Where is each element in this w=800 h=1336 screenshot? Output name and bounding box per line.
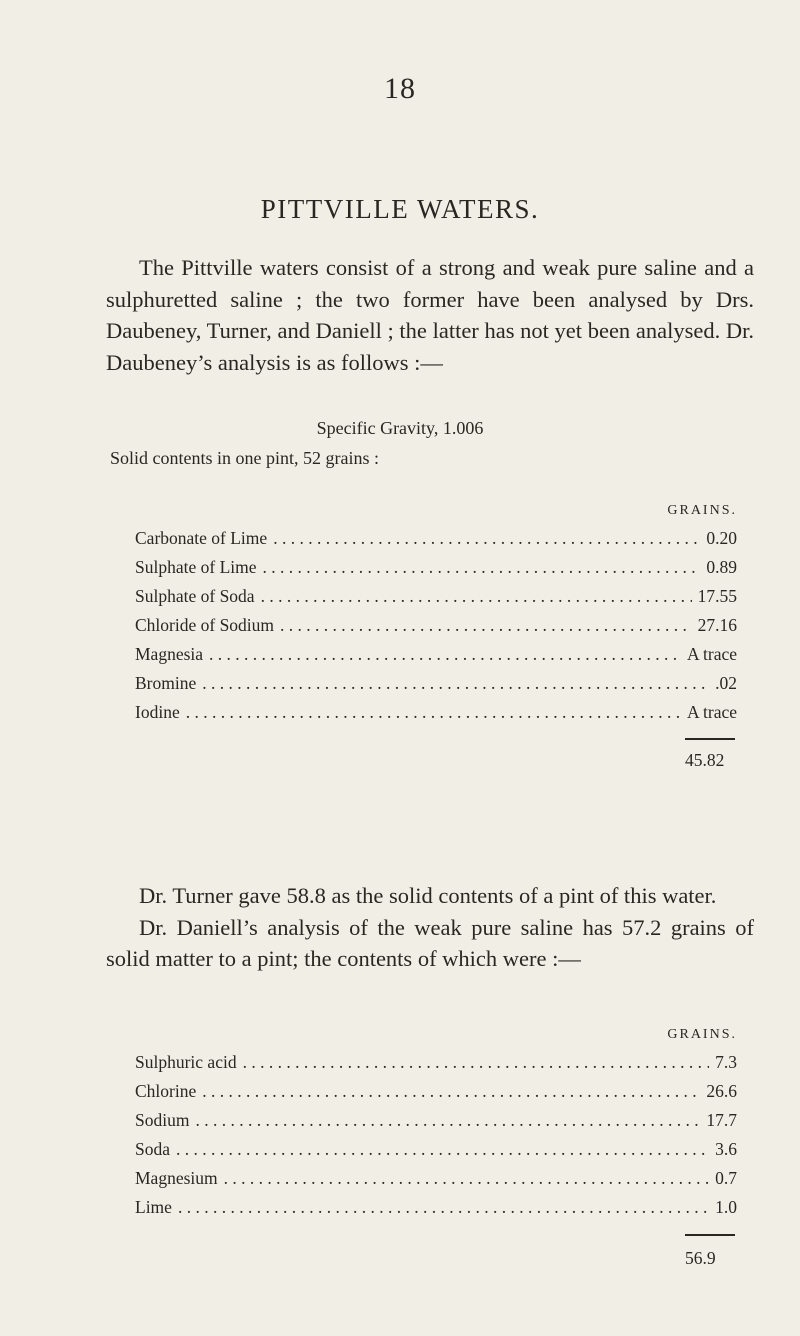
table-row — [135, 582, 737, 611]
grains-column-header: GRAINS. — [667, 1027, 737, 1042]
substance-name: Magnesium — [135, 1168, 218, 1188]
substance-name: Chlorine — [135, 1081, 197, 1101]
table-row — [135, 1135, 737, 1164]
leader-dots — [202, 1077, 700, 1106]
table1-total: 45.82 — [685, 750, 725, 770]
substance-name: Carbonate of Lime — [135, 528, 268, 548]
substance-value: 1.0 — [715, 1197, 737, 1217]
substance-name: Sodium — [135, 1110, 190, 1130]
substance-name: Sulphuric acid — [135, 1052, 237, 1072]
leader-dots — [186, 698, 681, 727]
turner-daniell-paragraph — [106, 880, 754, 975]
table2-total: 56.9 — [685, 1248, 716, 1268]
leader-dots — [273, 524, 700, 553]
table-row — [135, 1193, 737, 1222]
daubeney-analysis-table — [135, 498, 737, 727]
leader-dots — [195, 1106, 700, 1135]
table-row — [135, 698, 737, 727]
sum-rule — [685, 1234, 735, 1236]
leader-dots — [263, 553, 701, 582]
substance-name: Bromine — [135, 673, 197, 693]
page-title: PITTVILLE WATERS. — [260, 194, 540, 224]
substance-name: Sulphate of Soda — [135, 586, 255, 606]
sum-rule — [685, 738, 735, 740]
intro-text: The Pittville waters consist of a strong and weak pure saline and a sulphuretted saline ; the two former have been analysed by Drs. Daubeney, Turner, and Daniell ; the latter has not yet been analysed. Dr. Daubeney’s analysis is as follows :— — [106, 255, 754, 375]
substance-value: 17.55 — [697, 586, 737, 606]
leader-dots — [280, 611, 692, 640]
substance-value: 7.3 — [715, 1052, 737, 1072]
turner-text: Dr. Turner gave 58.8 as the solid contents of a pint of this water. — [139, 883, 717, 908]
substance-value: .02 — [715, 673, 737, 693]
intro-paragraph — [106, 252, 754, 378]
table-row — [135, 1048, 737, 1077]
substance-name: Sulphate of Lime — [135, 557, 257, 577]
table-row — [135, 553, 737, 582]
substance-name: Chloride of Sodium — [135, 615, 275, 635]
table-row — [135, 611, 737, 640]
substance-value: 27.16 — [697, 615, 737, 635]
solid-contents: Solid contents in one pint, 52 grains : — [110, 448, 379, 468]
page-number: 18 — [384, 72, 416, 105]
daniell-analysis-table — [135, 1022, 737, 1222]
table-row — [135, 1164, 737, 1193]
grains-column-header: GRAINS. — [667, 503, 737, 518]
substance-value: A trace — [686, 702, 737, 722]
daniell-text: Dr. Daniell’s analysis of the weak pure saline has 57.2 grains of solid matter to a pint; the contents of which were :— — [106, 914, 754, 971]
table-row — [135, 640, 737, 669]
table-row — [135, 1106, 737, 1135]
leader-dots — [243, 1048, 710, 1077]
substance-name: Magnesia — [135, 644, 204, 664]
leader-dots — [202, 669, 709, 698]
leader-dots — [209, 640, 681, 669]
substance-name: Soda — [135, 1139, 170, 1159]
leader-dots — [178, 1193, 709, 1222]
substance-value: 0.20 — [706, 528, 737, 548]
substance-name: Lime — [135, 1197, 172, 1217]
table-row — [135, 524, 737, 553]
leader-dots — [261, 582, 692, 611]
substance-value: 0.89 — [706, 557, 737, 577]
substance-name: Iodine — [135, 702, 180, 722]
substance-value: 3.6 — [715, 1139, 737, 1159]
leader-dots — [176, 1135, 709, 1164]
substance-value: 0.7 — [715, 1168, 737, 1188]
specific-gravity: Specific Gravity, 1.006 — [316, 418, 484, 438]
leader-dots — [224, 1164, 709, 1193]
table-row — [135, 669, 737, 698]
substance-value: A trace — [686, 644, 737, 664]
substance-value: 26.6 — [706, 1081, 737, 1101]
table-row — [135, 1077, 737, 1106]
substance-value: 17.7 — [706, 1110, 737, 1130]
